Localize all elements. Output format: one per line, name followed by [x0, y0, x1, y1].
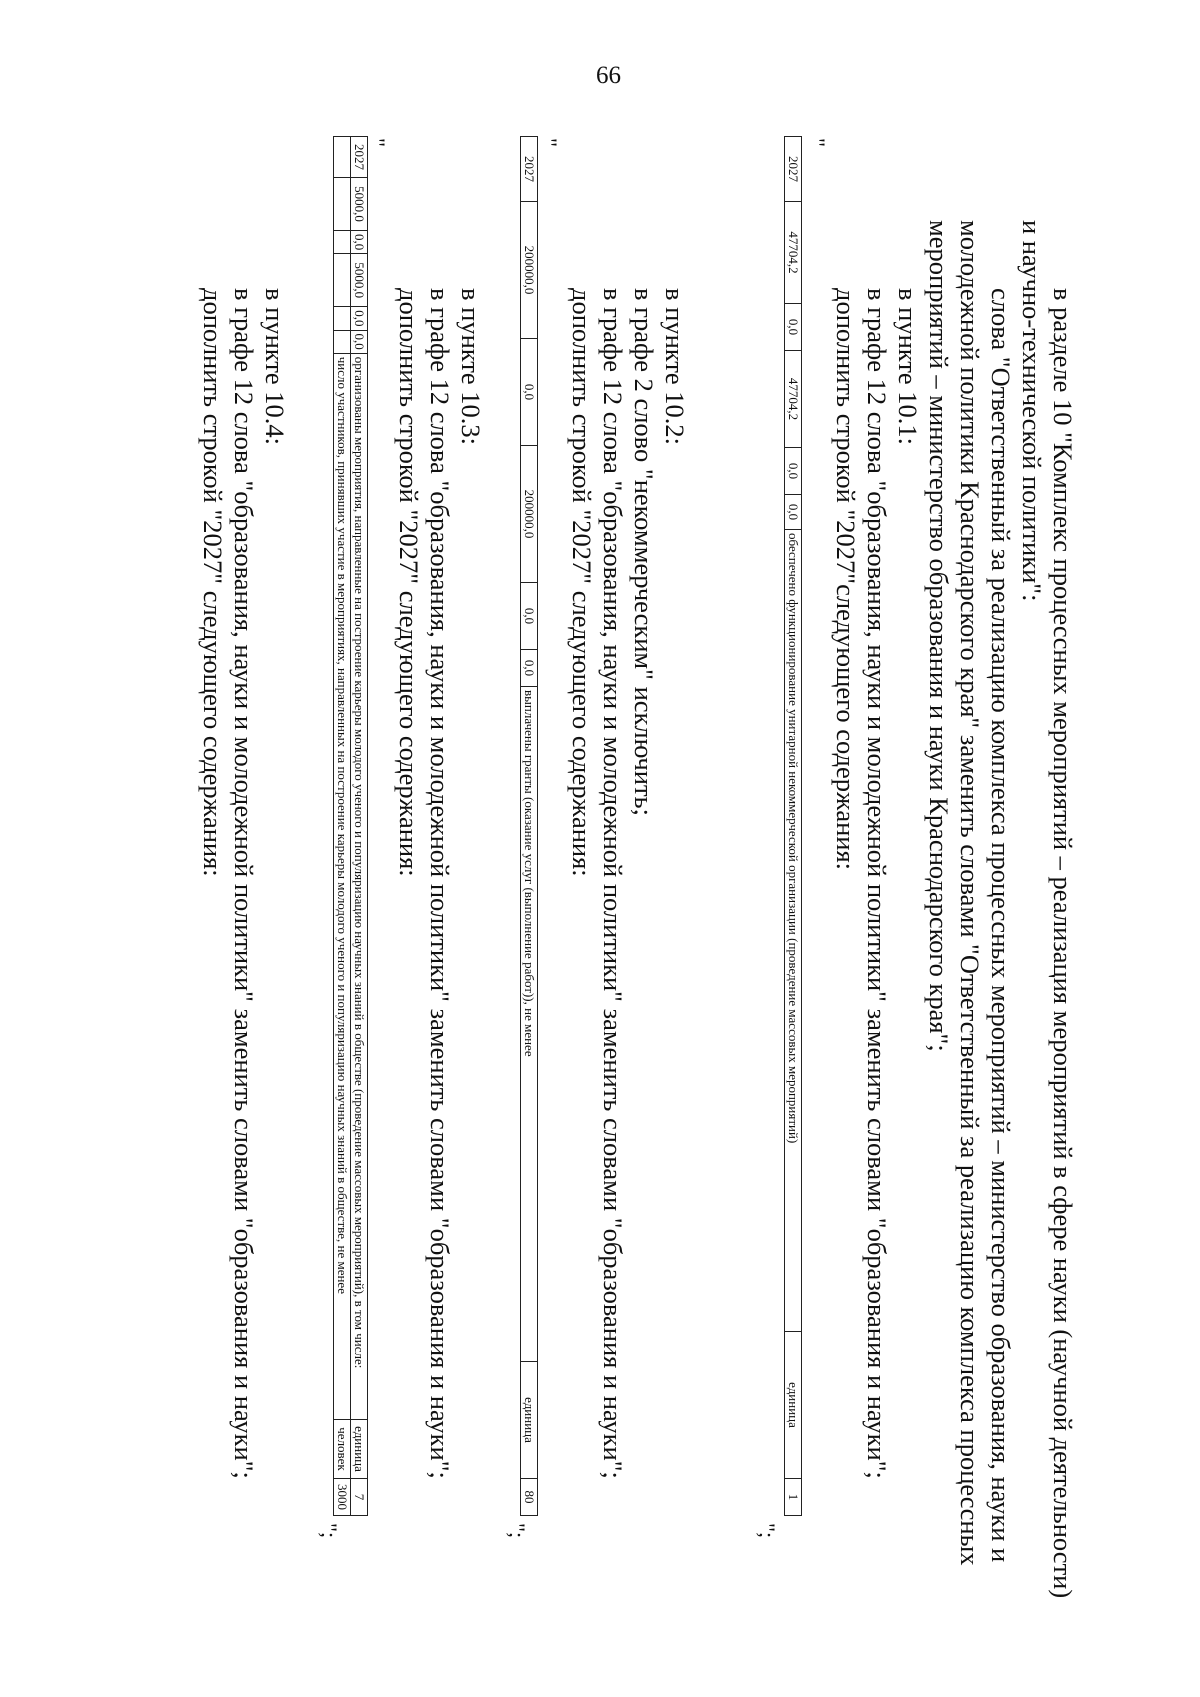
text-line: в пункте 10.1: — [893, 288, 923, 445]
text-line: в графе 2 слово "некоммерческим" исключить; — [629, 288, 659, 816]
table-row-10-2 — [520, 136, 538, 1516]
cell-year: 2027 — [521, 137, 538, 202]
quote-close: "; — [755, 1523, 780, 1539]
text-line: в графе 12 слова "образования, науки и молодежной политики" заменить словами "образования и науки"; — [862, 288, 892, 1479]
quote-close: "; — [317, 1523, 342, 1539]
text-line: дополнить строкой "2027" следующего содержания: — [198, 288, 228, 877]
cell-result: выплачены гранты (оказание услуг (выполнение работ)), не менее — [521, 687, 538, 1362]
cell-count: 80 — [521, 1479, 538, 1516]
cell-value: 0,0 — [351, 307, 368, 330]
cell-value: 0,0 — [785, 448, 802, 495]
cell-result: обеспечено функционирование унитарной некоммерческой организации (проведение массовых мероприятий) — [785, 530, 802, 1332]
text-line: в графе 12 слова "образования, науки и молодежной политики" заменить словами "образования и науки"; — [598, 288, 628, 1479]
cell-value: 0,0 — [351, 231, 368, 254]
quote-close: "; — [505, 1523, 530, 1539]
text-line: молодежной политики Краснодарского края" заменить словами "Ответственный за реализацию комплекса процессных — [955, 220, 985, 1566]
cell-value: 0,0 — [785, 304, 802, 351]
text-line: в графе 12 слова "образования, науки и молодежной политики" заменить словами "образования и науки"; — [425, 288, 455, 1479]
text-line: и научно-технической политики": — [1017, 220, 1047, 602]
text-line: слова "Ответственный за реализацию комплекса процессных мероприятий – министерство образования, науки и — [986, 288, 1016, 1563]
text-line: дополнить строкой "2027" следующего содержания: — [394, 288, 424, 877]
text-line: в пункте 10.3: — [456, 288, 486, 445]
cell-value: 47704,2 — [785, 351, 802, 448]
cell-value: 200000,0 — [521, 446, 538, 583]
text-line: в пункте 10.2: — [660, 288, 690, 445]
text-line: дополнить строкой "2027" следующего содержания: — [567, 288, 597, 877]
cell-value: 0,0 — [521, 339, 538, 446]
cell-count: 7 — [351, 1479, 368, 1516]
cell-unit: единица — [521, 1362, 538, 1479]
cell-value: 47704,2 — [785, 202, 802, 304]
text-line: в графе 12 слова "образования, науки и молодежной политики" заменить словами "образования и науки"; — [229, 288, 259, 1479]
cell-year: 2027 — [785, 137, 802, 202]
cell-value: 5000,0 — [351, 254, 368, 307]
cell-year: 2027 — [351, 137, 368, 178]
cell-value: 0,0 — [521, 650, 538, 687]
cell-value: 0,0 — [785, 495, 802, 530]
cell-unit: единица — [785, 1332, 802, 1479]
page-number: 66 — [596, 62, 621, 89]
quote-open: " — [805, 138, 830, 147]
cell-value: 5000,0 — [351, 178, 368, 231]
text-line: дополнить строкой "2027"следующего содержания: — [831, 288, 861, 870]
quote-open: " — [537, 138, 562, 147]
text-line: в разделе 10 "Комплекс процессных мероприятий – реализация мероприятий в сфере науки (научной деятельности) — [1048, 288, 1078, 1599]
text-line: мероприятий – министерство образования и науки Краснодарского края"; — [924, 220, 954, 1052]
cell-result: организованы мероприятия, направленные на построение карьеры молодого ученого и популяризацию научных знаний в обществе (проведение массовых мероприятий), в том числе: — [351, 353, 368, 1419]
cell-count: 1 — [785, 1479, 802, 1516]
cell-unit: человек — [334, 1420, 351, 1479]
text-line: в пункте 10.4: — [260, 288, 290, 445]
cell-value: 0,0 — [351, 330, 368, 353]
cell-unit: единица — [351, 1420, 368, 1479]
table-row-10-3 — [333, 136, 368, 1516]
cell-value: 0,0 — [521, 583, 538, 650]
table-row-10-1 — [784, 136, 802, 1516]
cell-result: число участников, принявших участие в мероприятиях, направленных на построение карьеры молодого ученого и популяризацию научных знаний в обществе, не менее — [334, 353, 351, 1419]
cell-value: 200000,0 — [521, 202, 538, 339]
rotated-page-content — [178, 128, 1078, 1599]
quote-open: " — [365, 138, 390, 147]
cell-count: 3000 — [334, 1479, 351, 1516]
